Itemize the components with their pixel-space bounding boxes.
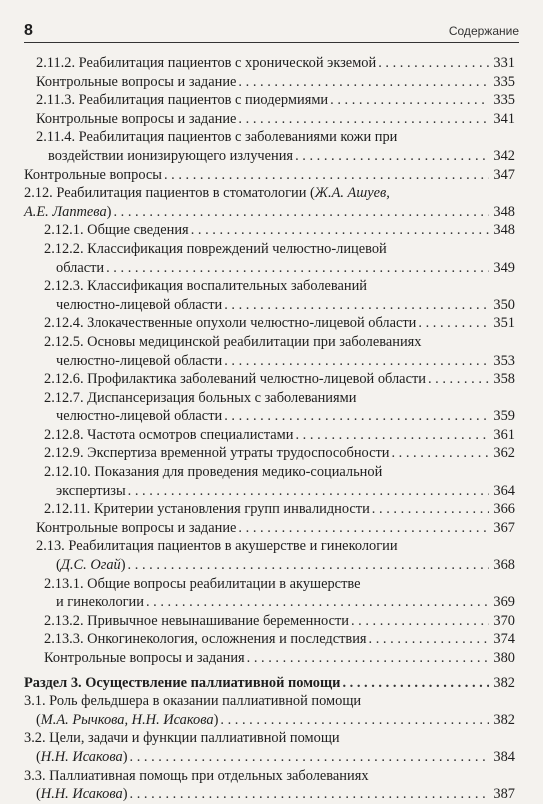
toc-entry-line: экспертизы . . . 364	[44, 482, 515, 501]
toc-entry	[24, 612, 515, 631]
toc-page-number: 370	[493, 612, 515, 629]
dot-leader	[247, 649, 489, 668]
toc-entry-line: Контрольные вопросы и задания . . . 380	[44, 649, 515, 668]
toc-entry	[24, 426, 515, 445]
toc-page-number: 382	[493, 711, 515, 728]
toc-entry	[24, 221, 515, 240]
toc-entry	[24, 333, 515, 370]
dot-leader	[164, 166, 489, 185]
dot-leader	[128, 482, 489, 501]
toc-page-number: 341	[493, 110, 515, 127]
dot-leader	[191, 221, 489, 240]
toc-entry-line: 2.12.1. Общие сведения . . . 348	[44, 221, 515, 240]
toc-entry-line: 2.12.2. Классификация повреждений челюстно-лицевой	[44, 240, 387, 257]
dot-leader	[128, 556, 489, 575]
toc-entry-line: Контрольные вопросы и задание . . . 341	[36, 110, 515, 129]
toc-entry-line: 3.2. Цели, задачи и функции паллиативной помощи	[24, 730, 340, 747]
toc-entry-line: 2.12.4. Злокачественные опухоли челюстно-лицевой области . . . 351	[44, 314, 515, 333]
toc-entry	[24, 277, 515, 314]
header-divider	[24, 42, 519, 43]
toc-page-number: 349	[493, 259, 515, 276]
toc-entry	[24, 314, 515, 333]
toc-page-number: 374	[493, 631, 515, 648]
toc-page-number: 367	[493, 519, 515, 536]
toc-entry-line: воздействии ионизирующего излучения . . . 342	[36, 147, 515, 166]
dot-leader	[372, 500, 489, 519]
dot-leader	[220, 711, 489, 730]
toc-entry	[24, 519, 515, 538]
toc-page-number: 331	[493, 55, 515, 71]
dot-leader	[378, 54, 489, 73]
toc-page-number: 368	[493, 557, 515, 574]
toc-entry-line: 2.13.1. Общие вопросы реабилитации в акушерстве	[44, 575, 361, 592]
dot-leader	[106, 259, 489, 278]
toc-entry	[24, 575, 515, 612]
toc-page-number: 382	[493, 674, 515, 691]
toc-entry-line: Контрольные вопросы и задание . . . 367	[36, 519, 515, 538]
toc-entry-line: (Д.С. Огай) . . . 368	[36, 556, 515, 575]
toc-entry-line: 2.12. Реабилитация пациентов в стоматологии (Ж.А. Ашуев,	[24, 185, 390, 202]
running-header-title: Содержание	[448, 24, 519, 38]
toc-entry	[24, 110, 515, 129]
dot-leader	[130, 785, 490, 804]
dot-leader	[391, 444, 489, 463]
toc-page-number: 347	[493, 166, 515, 183]
toc-entry	[24, 500, 515, 519]
toc-entry	[24, 630, 515, 649]
toc-page-number: 348	[493, 203, 515, 220]
toc-entry-line: 2.12.5. Основы медицинской реабилитации при заболеваниях	[44, 333, 422, 350]
toc-entry-line: Контрольные вопросы и задание . . . 335	[36, 73, 515, 92]
toc-page-number: 387	[493, 786, 515, 803]
toc-page-number: 364	[493, 482, 515, 499]
toc-entry	[24, 370, 515, 389]
toc-entry	[24, 389, 515, 426]
dot-leader	[369, 630, 489, 649]
toc-entry	[24, 463, 515, 500]
toc-entry	[24, 54, 515, 73]
toc-entry-line: 2.13.3. Онкогинекология, осложнения и последствия . . . 374	[44, 630, 515, 649]
toc-entry-line: 2.12.6. Профилактика заболеваний челюстно-лицевой области . . . 358	[44, 370, 515, 389]
dot-leader	[295, 147, 489, 166]
toc-page-number: 359	[493, 408, 515, 425]
toc-entry-line: 2.11.4. Реабилитация пациентов с заболеваниями кожи при	[36, 129, 398, 146]
toc-page-number: 348	[493, 222, 515, 239]
toc-page-number: 353	[493, 352, 515, 369]
toc-entry	[24, 444, 515, 463]
toc-entry-line: Раздел 3. Осуществление паллиативной помощи . . . 382	[24, 674, 515, 693]
toc-entry-line: (Н.Н. Исакова) . . . 384	[24, 748, 515, 767]
toc-entry	[24, 537, 515, 574]
toc-page-number: 335	[493, 92, 515, 109]
dot-leader	[351, 612, 489, 631]
toc-page-number: 384	[493, 748, 515, 765]
toc-entry-line: 2.12.3. Классификация воспалительных заболеваний	[44, 278, 368, 295]
toc-page-number: 350	[493, 296, 515, 313]
toc-entry	[24, 692, 515, 729]
toc-entry-line: 2.11.2. Реабилитация пациентов с хронической экземой . . . 331	[36, 54, 515, 73]
dot-leader	[428, 370, 489, 389]
toc-entry-line: 2.12.9. Экспертиза временной утраты трудоспособности . . . 362	[44, 444, 515, 463]
toc-entry	[24, 649, 515, 668]
toc-entry	[24, 73, 515, 92]
toc-entry-line: области . . . 349	[44, 259, 515, 278]
dot-leader	[418, 314, 489, 333]
toc-page-number: 362	[493, 445, 515, 462]
toc-entry-line: (Н.Н. Исакова) . . . 387	[24, 785, 515, 804]
dot-leader	[224, 296, 489, 315]
toc-entry-line: 2.12.11. Критерии установления групп инвалидности . . . 366	[44, 500, 515, 519]
toc-entry	[24, 128, 515, 165]
toc-entry-line: 2.13. Реабилитация пациентов в акушерстве и гинекологии	[36, 538, 398, 555]
toc-entry-line: 2.12.10. Показания для проведения медико-социальной	[44, 464, 383, 481]
dot-leader	[342, 674, 489, 693]
dot-leader	[130, 748, 490, 767]
toc-entry	[24, 767, 515, 804]
toc-page-number: 342	[493, 147, 515, 164]
toc-page-number: 366	[493, 501, 515, 518]
toc-page-number: 369	[493, 594, 515, 611]
toc-entry-line: челюстно-лицевой области . . . 353	[44, 352, 515, 371]
toc-entry-line: 2.12.7. Диспансеризация больных с заболеваниями	[44, 389, 357, 406]
toc-entry-line: 3.1. Роль фельдшера в оказании паллиативной помощи	[24, 693, 362, 710]
table-of-contents	[24, 54, 515, 804]
toc-entry	[24, 729, 515, 766]
dot-leader	[330, 91, 489, 110]
dot-leader	[224, 352, 489, 371]
dot-leader	[238, 73, 489, 92]
toc-page-number: 358	[493, 371, 515, 388]
toc-entry-line: Контрольные вопросы . . . 347	[24, 166, 515, 185]
toc-entry-line: 2.11.3. Реабилитация пациентов с пиодермиями . . . 335	[36, 91, 515, 110]
page-number: 8	[24, 22, 33, 39]
toc-entry	[24, 91, 515, 110]
dot-leader	[238, 110, 489, 129]
toc-page-number: 380	[493, 650, 515, 666]
dot-leader	[224, 407, 489, 426]
toc-entry-line: челюстно-лицевой области . . . 359	[44, 407, 515, 426]
toc-page-number: 351	[493, 315, 515, 332]
toc-entry-line: (М.А. Рычкова, Н.Н. Исакова) . . . 382	[24, 711, 515, 730]
dot-leader	[238, 519, 489, 538]
toc-entry-line: челюстно-лицевой области . . . 350	[44, 296, 515, 315]
dot-leader	[295, 426, 489, 445]
toc-entry	[24, 184, 515, 221]
toc-entry	[24, 166, 515, 185]
dot-leader	[146, 593, 489, 612]
toc-page-number: 361	[493, 426, 515, 443]
toc-entry	[24, 240, 515, 277]
toc-page-number: 335	[493, 73, 515, 90]
toc-entry-line: 3.3. Паллиативная помощь при отдельных заболеваниях	[24, 767, 369, 784]
toc-entry	[24, 674, 515, 693]
toc-entry-line: и гинекологии . . . 369	[44, 593, 515, 612]
toc-entry-line: 2.13.2. Привычное невынашивание беременности . . . 370	[44, 612, 515, 631]
dot-leader	[113, 203, 489, 222]
toc-entry-line: 2.12.8. Частота осмотров специалистами . . . 361	[44, 426, 515, 445]
toc-entry-line: А.Е. Лаптева) . . . 348	[24, 203, 515, 222]
